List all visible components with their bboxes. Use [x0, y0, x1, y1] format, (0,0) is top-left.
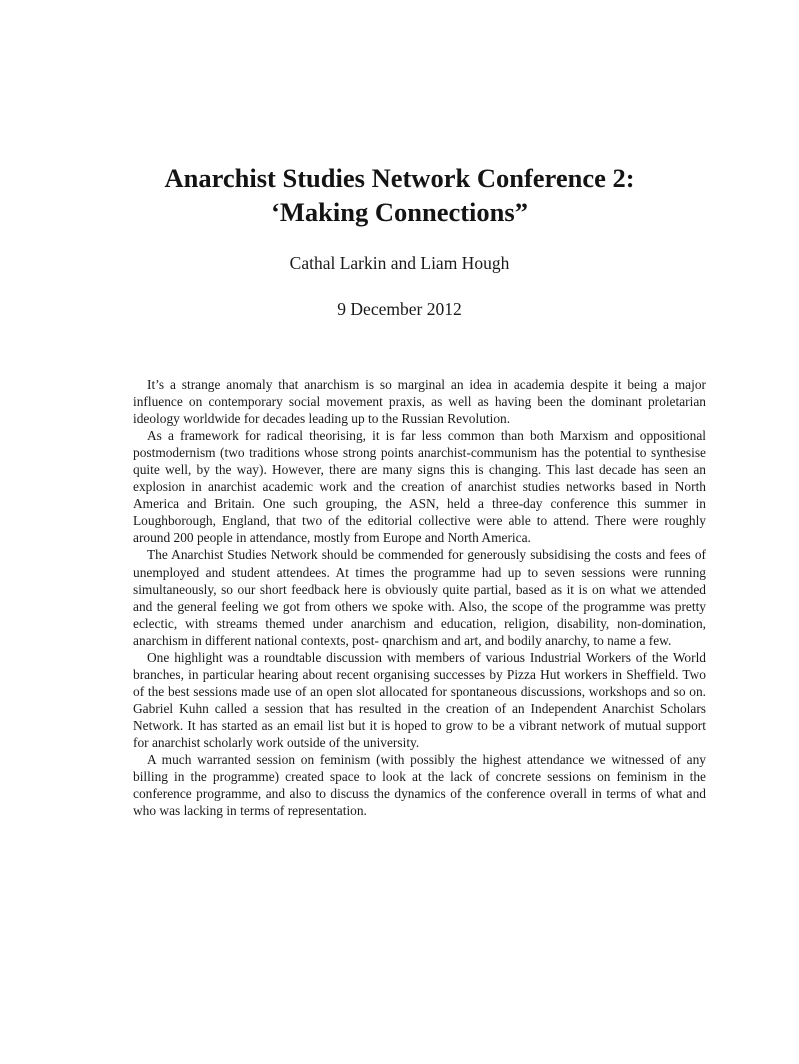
paragraph: One highlight was a roundtable discussion with members of various Industrial Workers of the World branches, in particular hearing about recent organising successes by Pizza Hut workers in Sheffield. Two of the best sessions made use of an open slot allocated for spontaneous discussions, workshops and so on. Gabriel Kuhn called a session that has resulted in the creation of an Independent Anarchist Scholars Network. It has started as an email list but it is hoped to grow to be a vibrant network of mutual support for anarchist scholarly work outside of the university. — [133, 649, 706, 750]
paragraph: A much warranted session on feminism (with possibly the highest attendance we witnessed of any billing in the programme) created space to look at the lack of concrete sessions on feminism in the conference programme, and also to discuss the dynamics of the conference overall in terms of what and who was lacking in terms of representation. — [133, 752, 706, 819]
title-line-1: Anarchist Studies Network Conference 2: — [164, 162, 635, 193]
title-line-2: ‘Making Connections” — [271, 196, 528, 227]
authors: Cathal Larkin and Liam Hough — [289, 253, 510, 273]
paragraph: The Anarchist Studies Network should be commended for generously subsidising the costs and fees of unemployed and student attendees. At times the programme had up to seven sessions were running simultaneously, so our short feedback here is obviously quite partial, based as it is on what we attended and the general feeling we got from others we spoke with. Also, the scope of the programme was pretty eclectic, with streams themed under anarchism and education, religion, disability, non-domination, anarchism in different national contexts, post- qnarchism and art, and bodily anarchy, to name a few. — [133, 547, 706, 648]
article-body — [133, 376, 706, 819]
paragraph: As a framework for radical theorising, it is far less common than both Marxism and oppositional postmodernism (two traditions whose strong points anarchist-communism has the potential to synthesise quite well, by the way). However, there are many signs this is changing. This last decade has seen an explosion in anarchist academic work and the creation of anarchist studies networks based in North America and Britain. One such grouping, the ASN, held a three-day conference this summer in Loughborough, England, that two of the editorial collective were able to attend. There were roughly around 200 people in attendance, mostly from Europe and North America. — [133, 428, 706, 546]
paragraph: It’s a strange anomaly that anarchism is so marginal an idea in academia despite it being a major influence on contemporary social movement praxis, as well as having been the dominant proletarian ideology worldwide for decades leading up to the Russian Revolution. — [133, 377, 706, 427]
page-title — [60, 161, 739, 229]
publication-date: 9 December 2012 — [337, 299, 462, 319]
